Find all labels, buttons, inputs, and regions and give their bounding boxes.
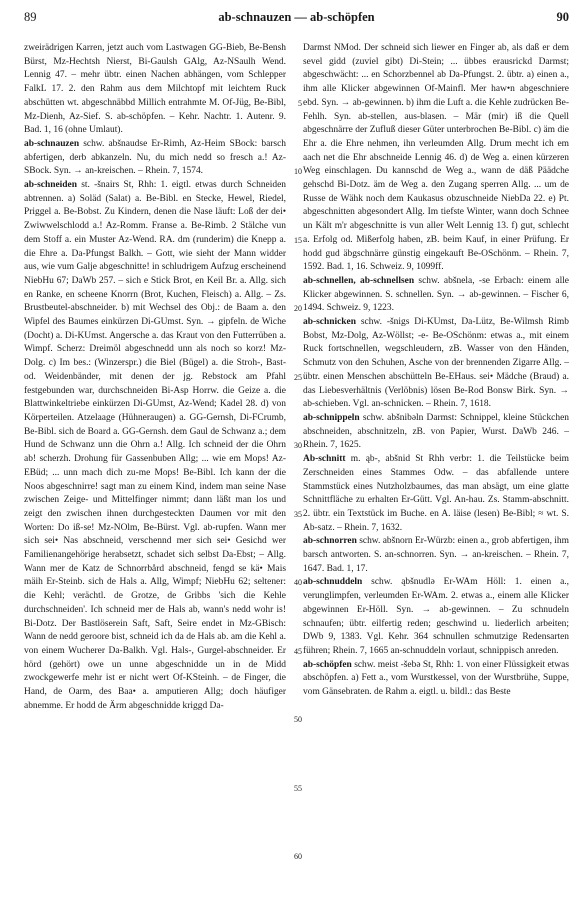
right-column [303,42,569,700]
dictionary-entry [303,576,569,658]
entry-continuation [24,42,286,138]
dictionary-entry [303,412,569,453]
dictionary-entry [303,535,569,576]
entry-text: st. -šnairs St, Rhh: 1. eigtl. etwas durch Schneiden abtrennen. a) Soläd (Salat) a. Be-Bibl. en Stecke, Hewel, Riedel, Priggel a. Be-Bobst. Zu Kindern, denen die Nase läuft: Loß der dei• Zwiwwelschlodd a.! Az-Romm. Franse a. Be-Rimb. 2 Stälche vun dem Stoff a. ein Muster Az-Wend. RA. dm (runderim) die Knepp a. die Ehre a. Da-Pfungst Balkh. – Gott, wie sieht der Mann widder aus, wie vum Galje abgeschnitte! in schludrigem Aufzug erscheinend NiebHu 67; DaWb 257. – sich e Stick Brot, en Keil Br. a. Allg. sich en Ranke, en scheene Knorrn (Brot, Kuchen, Fleisch) a. Allg. – Zs. Brustbeutel-abschneider. b) mit Wechsel des Obj.: de Baam a. den Wipfel des Baumes einkürzen Di-GUmst. Syn. → gipfeln. de Wiche (Docht) a. Di-KUmst. Angersche a. das Kraut von den Futterrüben a. Wimpf. Scherz: Dreimöl abgeschnedd unn als noch so korz! Mz-Dolg. c) Im bes.: (Winzerspr.) die Biel (Bügel) a. die Stroh-, Bast- od. Weidenbänder, mit denen der jg. Rebstock am Pfahl festgebunden war, durchschneiden Bi-Asp Horrw. die Geize a. die Blattwinkeltriebe einkürzen Di-GUmst, Az-Wend; Kadel 28. d) von Körperteilen. Atzelaage (Hühneraugen) a. GG-Gernsh, Di-FCrumb, Be-Bibl. sich de Board a. GG-Gernsh. dem Gaul de Schwanz a.; dem Hund de Schwanz unn die Ohrn a.! Allg. Ich schneid der die Ohrn ab! scherzh. Drohung für Gassenbuben Allg; ... wie em Mops! Az-EBüd; ... unn mach dich zu-me Mops! Be-Bibl. Ich kann der die Noos abgeschnirre! sagt man zu einem Kind, indem man seine Nase zwischen Zeige- und Mittelfinger nimmt; dann läßt man los und zeigt den zwischen ihnen durchgesteckten Daumen vor mit den Worten: Do iß-se! Mz-NOlm, Be-Bürst. Vgl. ab-rupfen. Wann mer sich sei• Nas abschneid, verschennd mer sich sei• Gesichd wer Familienangehörige herabsetzt, schadet sich selbst Da-Ebst; – Allg. Wann mer de Katz de Schnorrbård abschneid, fengd se kä• Mais mäih Er-Steinb. sich de Hals a. Allg, Wimpf; NiebHu 62; seltener: die Kehl; verächtl. de Grotze, de Gribbs 'sich die Kehle durchschneiden'. Ich schneid mer de Hals ab, wann's nedd wohr is! Bi-Dotz. Der Bastlöserein Saft, Saft, Seire endet in Mz-GBisch: Wann de nedd geroore bist, schneid ich da de Hals ab. am die Kehl a. von einem Wucherer Da-Balkh. Vgl. Hals-, Gurgel-abschneider. Er hörd (gehört) owe un unne abgeschnidde un in de Midd zwockgewerfe mehr ist er nicht wert Of-KSteinh. – de Finger, die Hand, de Oarm, des Baa• a. amputieren Allg; doch häufiger abnemme. Er hodd de Ärm abgeschnidde kriggd Da- [24,180,286,711]
page-number-right: 90 [556,10,569,24]
entry-headword: ab-schnippeln [303,412,360,423]
entry-text: Darmst NMod. Der schneid sich liewer en Finger ab, als daß er dem sevel gidd (zuviel gibt) Di-Stein; ... übbes erausrickd Darmst; abgeschwächt: ... en Schorzbennel ab Da-Pfungst. 2. übtr. a) einen a., ihm alle Klicker abgewinnen Of-Mainfl. Mer haw•n abgeschniere ebd. Syn. → ab-gewinnen. b) ihm die Luft a. die Kehle zudrücken Be-Fehlh. Syn. ab-stellen, aus-blasen. – Mär (mir) iß die Quell abgeschnärre der Zufluß dieser Güter unterbrochen Be-Bibl. c) äm die Ehr a. die Ehre nehmen, ihn verleumden Allg. Drum mecht ich em aach net die Ehr abschneide Lennig 46. d) de Weg a. einen kürzeren Weg einschlagen. Du kannschd de Weg a., wann de däß Päädche gehschd Bi-Dotz. äm de Weg a. den Zugang sperren Allg. ... um de Russe de Wähk noch dem Kaukasus obzuschneide NiebDa 22. e) Pt. abgeschnitten abgesondert Allg. Im tiefste Winter, wann doch Schnee un Kält m'r abgeschnitte is vun aller Welt Lennig 13. f) gut, schlecht a. Erfolg od. Mißerfolg haben, zB. beim Kauf, in einer Prüfung. Er hodd gud äbgschnärre günstig eingekauft Be-OSchönm. – Rhein. 7, 1592. Bad. 1, 16. Schweiz. 9, 1099ff. [303,43,569,273]
entry-continuation [303,42,569,275]
line-number: 45 [294,646,302,656]
entry-text: schw. ąbšnudlə Er-WAm Höll: 1. einen a., verunglimpfen, verleumden Er-WAm. 2. etwas a., einem alle Klicker abgewinnen Er-Höll. Syn. → ab-gewinnen. – Zu schnudeln schnaufen; übtr. eilfertig reden; geschwind u. liederlich arbeiten; DWb 9, 1383. Vgl. Kehr. 364 schnullen schmutzige Redensarten führen; Rhein. 7, 1665 an-schnuddeln vorlaut, schnippisch anreden. [303,577,569,656]
entry-text: schw. meist -šebə St, Rhh: 1. von einer Flüssigkeit etwas abschöpfen. a) Fett a., vom Wurstkessel, von der Wurstbrühe, Suppe, vom Gänsebraten. de Rahm a. eigtl. u. bildl.: das Beste [303,659,569,698]
dictionary-entry [303,275,569,316]
line-number: 25 [294,372,302,382]
line-number: 10 [294,167,302,177]
line-number: 40 [294,578,302,588]
line-number: 15 [294,235,302,245]
dictionary-entry [24,179,286,713]
line-number: 50 [294,715,302,725]
entry-text: m. ąb-, abšnid St Rhh verbr: 1. die Teilstücke beim Zerschneiden eines Stammes Odw. – das abfallende untere Stammstück eines Nutzholzbaumes, das man absägt, um eine glatte Schnittfläche zu erhalten Er-Gütt. Vgl. An-hau. Zs. Stamm-abschnitt. 2. übtr. ein Textstück im Buche. en A. läise (lesen) Be-Bibl; ≈ wt. S. Ab-satz. – Rhein. 7, 1632. [303,454,569,533]
entry-headword: ab-schneiden [24,180,77,191]
entry-text: schw. abšnela, -se Erbach: einem alle Klicker abgewinnen. S. schnellen. Syn. → ab-gewinnen. – Fischer 6, 1494. Schweiz. 9, 1223. [303,275,569,314]
entry-text: schw. abšnaudse Er-Rimh, Az-Heim SBock: barsch abfertigen, derb abkanzeln. Nu, du mich nedd so fresch a.! Az-SBock. Syn. → an-kreischen. – Rhein. 7, 1574. [24,138,286,177]
line-number: 20 [294,304,302,314]
entry-headword: ab-schnorren [303,536,357,547]
line-number: 35 [294,509,302,519]
line-number: 5 [298,98,302,108]
entry-headword-variant: , ab-schnellsen [353,275,415,286]
running-title: ab-schnauzen — ab-schöpfen [218,10,375,24]
dictionary-entry [303,316,569,412]
entry-text: schw. -šnigs Di-KUmst, Da-Lütz, Be-Wilmsh Rimb Bobst, Mz-Dolg, Az-Wöllst; -e- Be-OSchönm: etwas a., mit einem Ruck fortschnellen, wegschleudern, zB. Wasser von den Händen, Schmutz von den Schuhen, Asche von der brennenden Zigarre Allg. – übtr. einen Menschen abschütteln Be-EHaus. sei• Mädche (Braud) a. das Liebesverhältnis (Verlöbnis) lösen Be-Rod Bonsw Birk. Syn. → ab-schieben. Vgl. an-schnicken. – Rhein. 7, 1618. [303,317,569,410]
line-number: 30 [294,441,302,451]
entry-text: schw. abšnibəln Darmst: Schnippel, kleine Stückchen abschneiden, abschnitzeln, zB. von Papier, Wurst. DaWb 246. – Rhein. 7, 1625. [303,412,569,451]
left-column [24,42,286,713]
line-number: 60 [294,852,302,862]
page-number-left: 89 [24,10,37,24]
entry-headword: ab-schnauzen [24,138,80,149]
page-header [24,10,569,28]
line-number: 55 [294,783,302,793]
entry-text: schw. abšnorn Er-Würzb: einen a., grob abfertigen, ihm barsch antworten. S. an-schnorren. Syn. → an-kreischen. – Rhein. 7, 1647. Bad. 1, 17. [303,536,569,574]
dictionary-entry [303,659,569,700]
entry-headword: ab-schnuddeln [303,577,363,588]
dictionary-entry [303,453,569,535]
dictionary-entry [24,138,286,179]
entry-headword: ab-schnellen [303,275,354,286]
entry-text: zweirädrigen Karren, jetzt auch vom Lastwagen GG-Bieb, Be-Bensh Bürst, Mz-Hechtsh Nierst, Bi-Gaulsh GAlg, Az-NSaulh Wend. Lennig 47. – mehr übtr. einen Nachen abhängen, vom Schlepper FalkL 17. 2. den Rahm aus dem Milchtopf mit leichtem Ruck abschütten wt. abgeschnäbbd Millich entrahmte M. Of-Jüg, Be-Bibl, Mz-Dienh, Az-Sief. S. ab-schöpfen. – Kehr. Nachtr. 1. Autenr. 9. Bad. 1, 16 (ohne Umlaut). [24,43,286,136]
entry-headword: ab-schöpfen [303,659,352,670]
entry-headword: Ab-schnitt [303,454,346,465]
entry-headword: ab-schnicken [303,317,356,328]
